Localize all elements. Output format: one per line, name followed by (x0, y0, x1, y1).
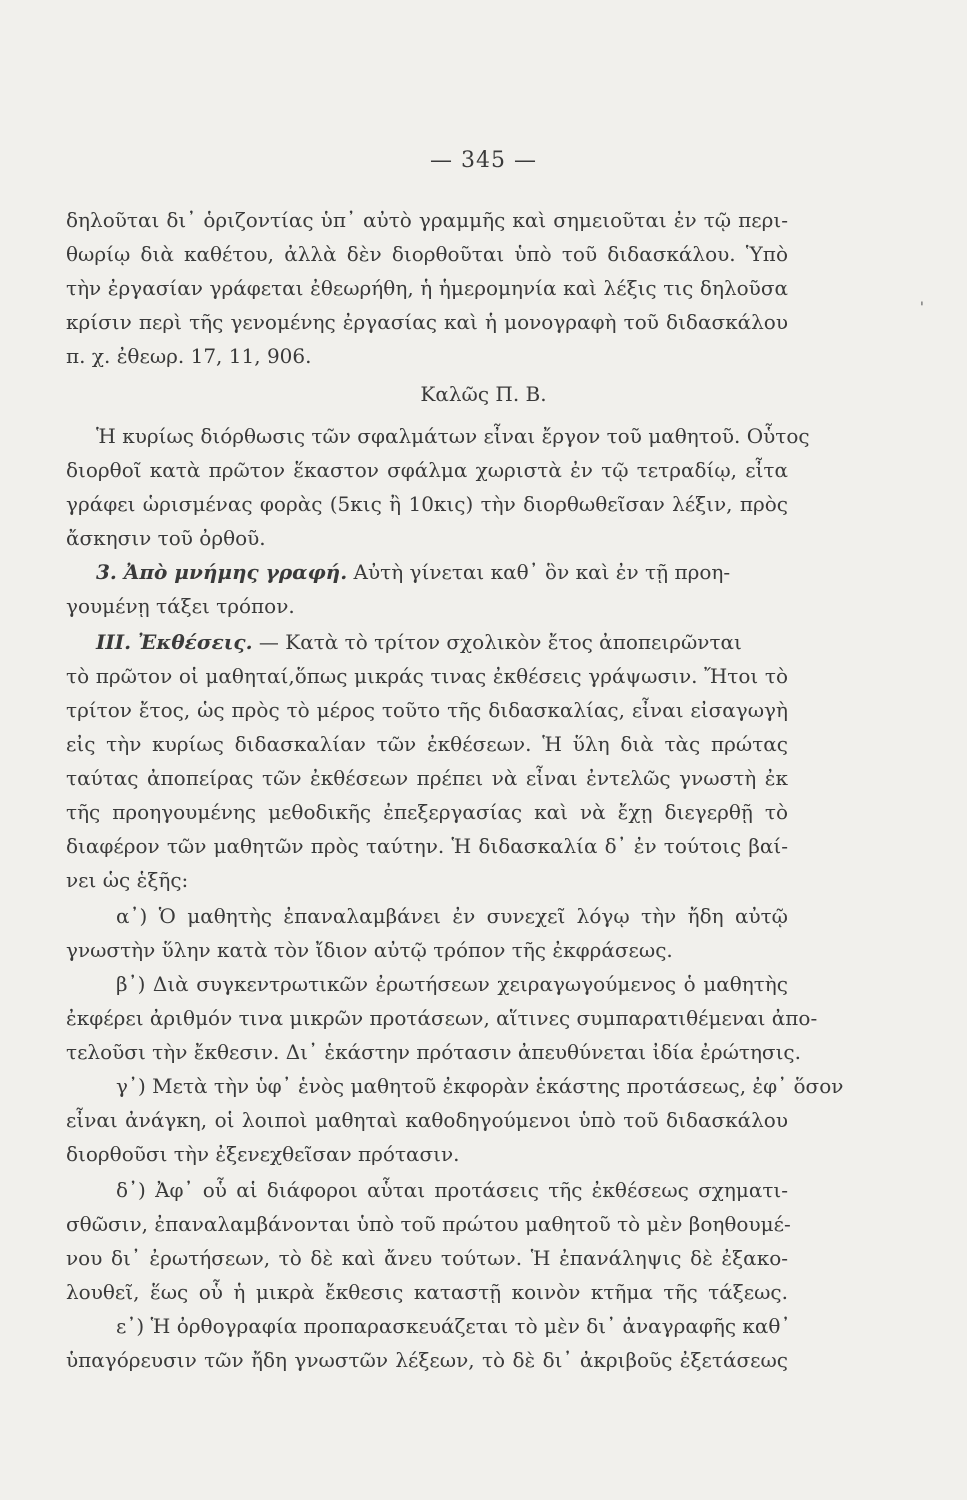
text-line: τελοῦσι τὴν ἔκθεσιν. Δι᾽ ἑκάστην πρότασιν ἀπευθύνεται ἰδία ἐρώτησις. (66, 1040, 801, 1064)
text-line: τὴν ἐργασίαν γράφεται ἐθεωρήθη, ἡ ἡμερομηνία καὶ λέξις τις δηλοῦσα (66, 276, 788, 300)
text-line: διορθοῦσι τὴν ἐξενεχθεῖσαν πρότασιν. (66, 1142, 460, 1166)
text-line: τῆς προηγουμένης μεθοδικῆς ἐπεξεργασίας καὶ νὰ ἔχῃ διεγερθῇ τὸ (66, 800, 788, 824)
signature-line: Καλῶς Π. Β. (420, 382, 547, 406)
list-item-c: γ᾽) Μετὰ τὴν ὑφ᾽ ἑνὸς μαθητοῦ ἐκφορὰν ἑκάστης προτάσεως, ἐφ᾽ ὅσον (116, 1074, 844, 1098)
margin-mark: ' (920, 300, 924, 316)
text-line: γράφει ὡρισμένας φορὰς (5κις ἢ 10κις) τὴν διορθωθεῖσαν λέξιν, πρὸς (66, 492, 788, 516)
section-iii-text: — Κατὰ τὸ τρίτον σχολικὸν ἔτος ἀποπειρῶνται (258, 630, 742, 654)
text-line: λουθεῖ, ἕως οὗ ἡ μικρὰ ἔκθεσις καταστῇ κοινὸν κτῆμα τῆς τάξεως. (66, 1280, 788, 1304)
list-item-b: β᾽) Διὰ συγκεντρωτικῶν ἐρωτήσεων χειραγωγούμενος ὁ μαθητὴς (116, 972, 788, 996)
text-line: νει ὡς ἑξῆς: (66, 868, 189, 892)
text-line: ἐκφέρει ἀριθμόν τινα μικρῶν προτάσεων, αἵτινες συμπαρατιθέμεναι ἀπο- (66, 1006, 818, 1030)
list-item-e: ε᾽) Ἡ ὀρθογραφία προπαρασκευάζεται τὸ μὲν δι᾽ ἀναγραφῆς καθ᾽ (116, 1314, 791, 1338)
text-line: εἶναι ἀνάγκη, οἱ λοιποὶ μαθηταὶ καθοδηγούμενοι ὑπὸ τοῦ διδασκάλου (66, 1108, 788, 1132)
page-number: — 345 — (430, 148, 537, 173)
section-3-line (96, 558, 788, 586)
text-line: κρίσιν περὶ τῆς γενομένης ἐργασίας καὶ ἡ μονογραφὴ τοῦ διδασκάλου (66, 310, 788, 334)
text-line: νου δι᾽ ἐρωτήσεων, τὸ δὲ καὶ ἄνευ τούτων. Ἡ ἐπανάληψις δὲ ἐξακο- (66, 1246, 788, 1270)
text-line: διορθοῖ κατὰ πρῶτον ἕκαστον σφάλμα χωριστὰ ἐν τῷ τετραδίῳ, εἶτα (66, 458, 788, 482)
text-line: ταύτας ἀποπείρας τῶν ἐκθέσεων πρέπει νὰ εἶναι ἐντελῶς γνωστὴ ἐκ (66, 766, 788, 790)
section-iii-line (96, 628, 788, 656)
text-line: Ἡ κυρίως διόρθωσις τῶν σφαλμάτων εἶναι ἔργον τοῦ μαθητοῦ. Οὗτος (96, 424, 810, 448)
section-3-heading: 3. Ἀπὸ μνήμης γραφή. (96, 560, 348, 584)
text-line: γουμένῃ τάξει τρόπον. (66, 594, 295, 618)
text-line: τὸ πρῶτον οἱ μαθηταί,ὅπως μικράς τινας ἐκθέσεις γράψωσιν. Ἤτοι τὸ (66, 664, 788, 688)
text-line: σθῶσιν, ἐπαναλαμβάνονται ὑπὸ τοῦ πρώτου μαθητοῦ τὸ μὲν βοηθουμέ- (66, 1212, 791, 1236)
section-iii-heading: III. Ἐκθέσεις. (96, 630, 253, 654)
text-line: ὑπαγόρευσιν τῶν ἤδη γνωστῶν λέξεων, τὸ δὲ δι᾽ ἀκριβοῦς ἐξετάσεως (66, 1348, 788, 1372)
text-line: θωρίῳ διὰ καθέτου, ἀλλὰ δὲν διορθοῦται ὑπὸ τοῦ διδασκάλου. Ὑπὸ (66, 242, 788, 266)
text-line: εἰς τὴν κυρίως διδασκαλίαν τῶν ἐκθέσεων. Ἡ ὕλη διὰ τὰς πρώτας (66, 732, 788, 756)
text-line: ἄσκησιν τοῦ ὀρθοῦ. (66, 526, 266, 550)
text-line: γνωστὴν ὕλην κατὰ τὸν ἴδιον αὐτῷ τρόπον τῆς ἐκφράσεως. (66, 938, 673, 962)
list-item-d: δ᾽) Ἀφ᾽ οὗ αἱ διάφοροι αὗται προτάσεις τῆς ἐκθέσεως σχηματι- (116, 1178, 788, 1202)
text-line: π. χ. ἐθεωρ. 17, 11, 906. (66, 344, 312, 368)
list-item-a: α᾽) Ὁ μαθητὴς ἐπαναλαμβάνει ἐν συνεχεῖ λόγῳ τὴν ἤδη αὐτῷ (116, 904, 788, 928)
text-line: τρίτον ἔτος, ὡς πρὸς τὸ μέρος τοῦτο τῆς διδασκαλίας, εἶναι εἰσαγωγὴ (66, 698, 788, 722)
section-3-text: Αὐτὴ γίνεται καθ᾽ ὃν καὶ ἐν τῇ προη- (353, 560, 731, 584)
text-line: διαφέρον τῶν μαθητῶν πρὸς ταύτην. Ἡ διδασκαλία δ᾽ ἐν τούτοις βαί- (66, 834, 788, 858)
text-line: δηλοῦται δι᾽ ὁριζοντίας ὑπ᾽ αὐτὸ γραμμῆς καὶ σημειοῦται ἐν τῷ περι- (66, 208, 788, 232)
